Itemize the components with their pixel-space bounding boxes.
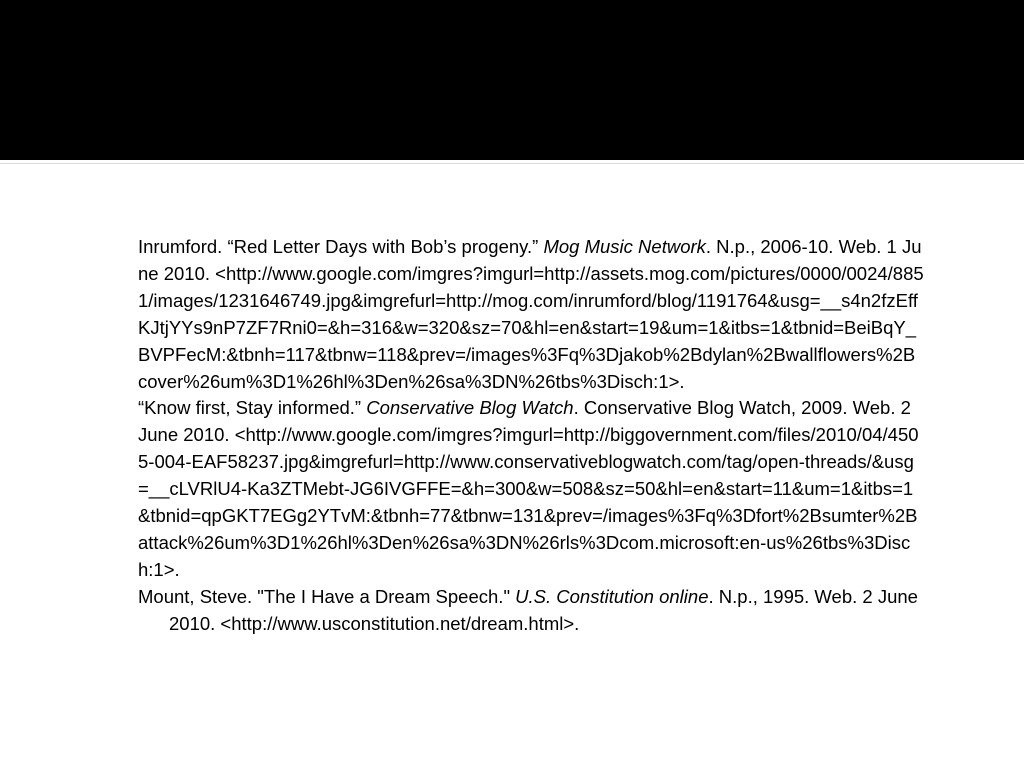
citation-details: . Conservative Blog Watch, 2009. Web. 2 June 2010. <http://www.google.com/imgres?imgurl=http://biggovernment.com/files/2010/04/4505-004-EAF58237.jpg&imgrefurl=http://www.conservativeblogwatch.com/tag/open-threads/&usg=__cLVRlU4-Ka3ZTMebt-JG6IVGFFE=&h=300&w=508&sz=50&hl=en&start=11&um=1&itbs=1&tbnid=qpGKT7EGg2YTvM:&tbnh=77&tbnw=131&prev=/images%3Fq%3Dfort%2Bsumter%2Battack%26um%3D1%26hl%3Den%26sa%3DN%26rls%3Dcom.microsoft:en-us%26tbs%3Disch:1>. [138, 397, 919, 580]
title-divider [0, 163, 1024, 164]
citation-text: Mount, Steve. "The I Have a Dream Speech." [138, 585, 516, 607]
citation-details: . N.p., 1995. Web. 2 June 2010. <http://www.usconstitution.net/dream.html>. [169, 585, 918, 634]
citation-text: Inrumford. “Red Letter Days with Bob’s progeny.” [138, 236, 544, 257]
citation-source-title: U.S. Constitution online [515, 585, 709, 607]
works-cited-list [138, 234, 924, 638]
citation-entry [138, 395, 924, 583]
citation-entry [138, 584, 924, 638]
citation-source-title: Mog Music Network [543, 236, 706, 257]
title-bar [0, 0, 1024, 160]
citation-source-title: Conservative Blog Watch [366, 397, 574, 419]
citation-details: . N.p., 2006-10. Web. 1 June 2010. <http://www.google.com/imgres?imgurl=http://assets.mog.com/pictures/0000/0024/8851/images/1231646749.jpg&imgrefurl=http://mog.com/inrumford/blog/1191764&usg=__s4n2fzEffKJtjYYs9nP7ZF7Rni0=&h=316&w=320&sz=70&hl=en&start=19&um=1&itbs=1&tbnid=BeiBqY_BVPFecM:&tbnh=117&tbnw=118&prev=/images%3Fq%3Djakob%2Bdylan%2Bwallflowers%2Bcover%26um%3D1%26hl%3Den%26sa%3DN%26tbs%3Disch:1>. [138, 236, 924, 392]
citation-entry [138, 234, 924, 395]
citation-text: “Know first, Stay informed.” [138, 397, 367, 419]
